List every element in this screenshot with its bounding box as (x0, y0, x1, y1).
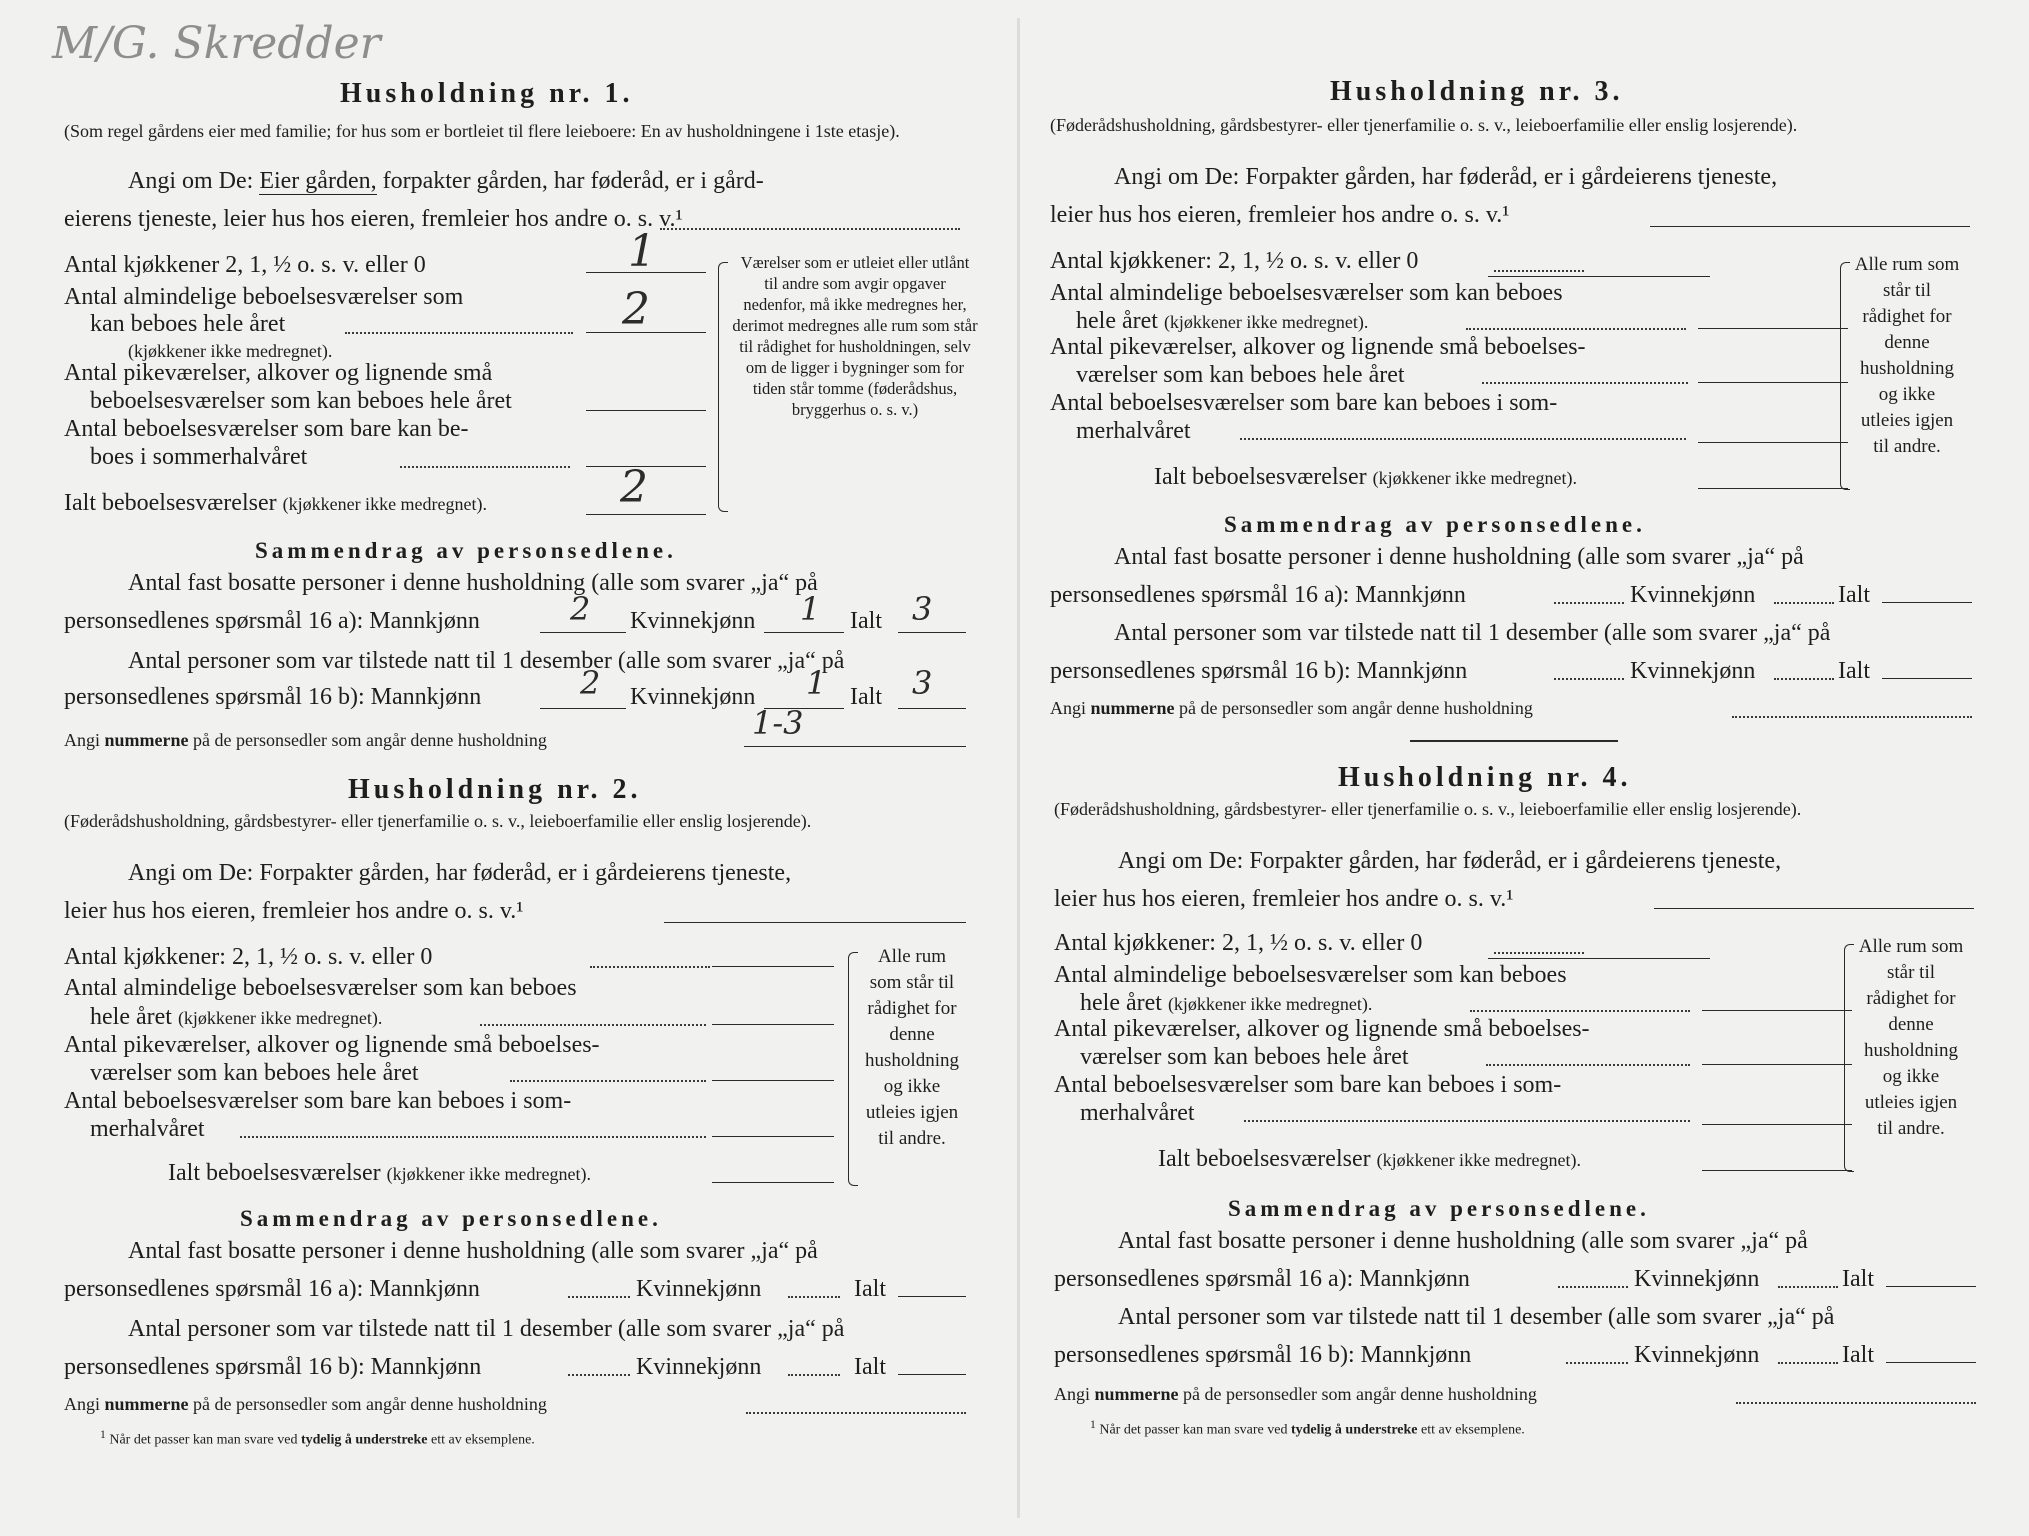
h2-fast-line-a: Antal fast bosatte personer i denne husholdning (alle som svarer „ja“ på (128, 1238, 818, 1264)
left-footnote: $^1$ Når det passer kan man svare ved tydelig å understreke ett av eksemplene. (100, 1428, 535, 1448)
h2-brace (848, 952, 858, 1186)
h4-summary-title: Sammendrag av personsedlene. (1228, 1196, 1650, 1221)
household-3-title: Husholdning nr. 3. (1330, 76, 1624, 107)
h3-summer-label-a: Antal beboelsesværelser som bare kan beboes i som- (1050, 390, 1558, 416)
h1-present-line-b: personsedlenes spørsmål 16 b): Mannkjønn (64, 684, 482, 710)
handwritten-annotation: M/G. Skredder (52, 18, 381, 69)
h3-fast-line-a: Antal fast bosatte personer i denne husholdning (alle som svarer „ja“ på (1114, 544, 1804, 570)
h3-summer-label-b: merhalvåret (1076, 418, 1191, 444)
h4-fast-line-a: Antal fast bosatte personer i denne husholdning (alle som svarer „ja“ på (1118, 1228, 1808, 1254)
h2-rooms-label-b: hele året (kjøkkener ikke medregnet). (90, 1004, 383, 1030)
h1-present-total: 3 (912, 664, 933, 702)
h1-rooms-label-b: kan beboes hele året (90, 311, 286, 337)
h1-small-label-a: Antal pikeværelser, alkover og lignende små (64, 360, 493, 386)
h3-side-note: Alle rum som står til rådighet for denne husholdning og ikke utleies igjen til andre. (1854, 254, 1960, 457)
household-3-intro-line2: leier hus hos eieren, fremleier hos andre o. s. v.¹ (1050, 202, 1510, 228)
h1-brace (718, 262, 728, 512)
h2-summer-label-b: merhalvåret (90, 1116, 205, 1142)
household-2-intro-line2: leier hus hos eieren, fremleier hos andre o. s. v.¹ (64, 898, 524, 924)
h3-rooms-label-a: Antal almindelige beboelsesværelser som kan beboes (1050, 280, 1563, 306)
h1-fast-line-a: Antal fast bosatte personer i denne husholdning (alle som svarer „ja“ på (128, 570, 818, 596)
h4-present-line-a: Antal personer som var tilstede natt til 1 desember (alle som svarer „ja“ på (1118, 1304, 1835, 1330)
household-4-intro-line2: leier hus hos eieren, fremleier hos andre o. s. v.¹ (1054, 886, 1514, 912)
household-1-intro-line2: eierens tjeneste, leier hus hos eieren, fremleier hos andre o. s. v.¹ (64, 206, 683, 232)
h1-total-rooms-label: Ialt beboelsesværelser (kjøkkener ikke medregnet). (64, 490, 488, 516)
h2-side-note: Alle rum som står til rådighet for denne husholdning og ikke utleies igjen til andre. (865, 946, 959, 1149)
h1-rooms-label-a: Antal almindelige beboelsesværelser som (64, 284, 464, 310)
h1-present-female: 1 (806, 664, 827, 702)
h4-rooms-label-b: hele året (kjøkkener ikke medregnet). (1080, 990, 1373, 1016)
household-4-title: Husholdning nr. 4. (1338, 762, 1632, 793)
section-divider (1410, 740, 1618, 742)
h1-fast-male: 2 (570, 590, 591, 628)
h2-numbers-label: Angi nummerne på de personsedler som angår denne husholdning (64, 1394, 547, 1414)
h4-fast-line-b: personsedlenes spørsmål 16 a): Mannkjønn (1054, 1266, 1470, 1292)
h2-rooms-label-a: Antal almindelige beboelsesværelser som kan beboes (64, 975, 577, 1001)
owner-status-underlined: Eier gården, (259, 168, 377, 194)
h3-fast-line-b: personsedlenes spørsmål 16 a): Mannkjønn (1050, 582, 1466, 608)
h1-rooms-label-c: (kjøkkener ikke medregnet). (128, 341, 333, 361)
h3-brace (1840, 262, 1850, 490)
h4-summer-label-b: merhalvåret (1080, 1100, 1195, 1126)
household-3-intro-line1: Angi om De: Forpakter gården, har føderåd, er i gårdeierens tjeneste, (1114, 164, 1778, 190)
h4-summer-label-a: Antal beboelsesværelser som bare kan beboes i som- (1054, 1072, 1562, 1098)
h4-brace (1844, 944, 1854, 1172)
h2-small-label-a: Antal pikeværelser, alkover og lignende små beboelses- (64, 1032, 600, 1058)
right-page: Husholdning nr. 3. (Føderådshusholdning, gårdsbestyrer- eller tjenerfamilie o. s. v., leieboerfamilie eller enslig losjerende). Angi om De: Forpakter gården, har føderåd, er i gårdeierens tjeneste, leier hus hos eieren, fremleier hos andre o. s. v.¹ Antal kjøkkener: 2, 1, ½ o. s. v. eller 0 Antal almindelige beboelsesværelser som kan beboes hele året (kjøkkener ikke medregnet). Antal pikeværelser, alkover og lignende små beboelses- værelser som kan beboes hele året Antal beboelsesværelser som bare kan beboes i som- merhalvåret Ialt beboelsesværelser (kjøkkener ikke medregnet). Alle rum som står til rådighet for denne husholdning og ikke utleies igjen til andre. Sammendrag av personsedlene. Antal fast bosatte personer i denne husholdning (alle som svarer „ja“ på personsedlenes spørsmål 16 a): Mannkjønn Kvinnekjønn Ialt Antal personer som var tilstede natt til 1 desember (alle som svarer „ja“ på personsedlenes spørsmål 16 b): Mannkjønn Kvinnekjønn Ialt Angi nummerne på de personsedler som angår denne husholdning Husholdning nr. 4. (Føderådshusholdning, gårdsbestyrer- eller tjenerfamilie o. s. v., leieboerfamilie eller enslig losjerende). Angi om De: Forpakter gården, har føderåd, er i gårdeierens tjeneste, leier hus hos eieren, fremleier hos andre o. s. v.¹ Antal kjøkkener: 2, 1, ½ o. s. v. eller 0 Antal almindelige beboelsesværelser som kan beboes hele året (kjøkkener ikke medregnet). Antal pikeværelser, alkover og lignende små beboelses- værelser som kan beboes hele året Antal beboelsesværelser som bare kan beboes i som- merhalvåret Ialt beboelsesværelser (kjøkkener ikke medregnet). Alle rum som står til rådighet for denne husholdning og ikke utleies igjen til andre. Sammendrag av personsedlene. Antal fast bosatte personer i denne husholdning (alle som svarer „ja“ på personsedlenes spørsmål 16 a): Mannkjønn Kvinnekjønn Ialt Antal personer som var tilstede natt til 1 desember (alle som svarer „ja“ på personsedlenes spørsmål 16 b): Mannkjønn Kvinnekjønn Ialt Angi nummerne på de personsedler som angår denne husholdning $^1$ Når det passer kan man svare ved tydelig å understreke ett av eksemplene. (1018, 0, 2029, 1536)
h3-kitchens-label: Antal kjøkkener: 2, 1, ½ o. s. v. eller 0 (1050, 248, 1419, 274)
h1-summer-label-b: boes i sommerhalvåret (90, 444, 308, 470)
h1-numbers-label: Angi nummerne på de personsedler som angår denne husholdning (64, 730, 547, 750)
h1-fast-line-b: personsedlenes spørsmål 16 a): Mannkjønn (64, 608, 480, 634)
h3-small-label-a: Antal pikeværelser, alkover og lignende små beboelses- (1050, 334, 1586, 360)
household-2-intro-line1: Angi om De: Forpakter gården, har føderåd, er i gårdeierens tjeneste, (128, 860, 792, 886)
h4-rooms-label-a: Antal almindelige beboelsesværelser som kan beboes (1054, 962, 1567, 988)
household-2-subtitle: (Føderådshusholdning, gårdsbestyrer- eller tjenerfamilie o. s. v., leieboerfamilie eller enslig losjerende). (64, 811, 812, 831)
h4-small-label-b: værelser som kan beboes hele året (1080, 1044, 1409, 1070)
h2-present-line-a: Antal personer som var tilstede natt til 1 desember (alle som svarer „ja“ på (128, 1316, 845, 1342)
h3-small-label-b: værelser som kan beboes hele året (1076, 362, 1405, 388)
h2-small-label-b: værelser som kan beboes hele året (90, 1060, 419, 1086)
household-3-subtitle: (Føderådshusholdning, gårdsbestyrer- eller tjenerfamilie o. s. v., leieboerfamilie eller enslig losjerende). (1050, 115, 1798, 135)
h1-summer-label-a: Antal beboelsesværelser som bare kan be- (64, 416, 469, 442)
household-2-title: Husholdning nr. 2. (348, 774, 642, 805)
h2-kitchens-label: Antal kjøkkener: 2, 1, ½ o. s. v. eller 0 (64, 944, 433, 970)
h1-numbers-value: 1-3 (752, 704, 804, 742)
h2-fast-line-b: personsedlenes spørsmål 16 a): Mannkjønn (64, 1276, 480, 1302)
h4-total-rooms-label: Ialt beboelsesværelser (kjøkkener ikke medregnet). (1158, 1146, 1582, 1172)
household-1-title: Husholdning nr. 1. (340, 78, 634, 109)
h1-side-note: Værelser som er utleiet eller utlånt til andre som avgir opgaver nedenfor, må ikke medregnes her, derimot medregnes alle rum som står til rådighet for husholdningen, selv om de ligger i bygninger som for tiden står tomme (føderådshus, bryggerhus o. s. v.) (732, 253, 978, 419)
h4-kitchens-label: Antal kjøkkener: 2, 1, ½ o. s. v. eller 0 (1054, 930, 1423, 956)
h1-present-line-a: Antal personer som var tilstede natt til 1 desember (alle som svarer „ja“ på (128, 648, 845, 674)
h3-summary-title: Sammendrag av personsedlene. (1224, 512, 1646, 537)
h2-summer-label-a: Antal beboelsesværelser som bare kan beboes i som- (64, 1088, 572, 1114)
household-1-subtitle: (Som regel gårdens eier med familie; for hus som er bortleiet til flere leieboere: En av husholdningene i 1ste etasje). (64, 121, 900, 141)
household-4-subtitle: (Føderådshusholdning, gårdsbestyrer- eller tjenerfamilie o. s. v., leieboerfamilie eller enslig losjerende). (1054, 799, 1802, 819)
household-1-intro-line1: Angi om De: Eier gården, forpakter gården, har føderåd, er i gård- (128, 168, 764, 194)
left-page: M/G. Skredder Husholdning nr. 1. (Som regel gårdens eier med familie; for hus som er bortleiet til flere leieboere: En av husholdningene i 1ste etasje). Angi om De: Eier gården, forpakter gården, har føderåd, er i gård- eierens tjeneste, leier hus hos eieren, fremleier hos andre o. s. v.¹ Antal kjøkkener 2, 1, ½ o. s. v. eller 0 1 Antal almindelige beboelsesværelser som kan beboes hele året 2 (kjøkkener ikke medregnet). Antal pikeværelser, alkover og lignende små beboelsesværelser som kan beboes hele året Antal beboelsesværelser som bare kan be- boes i sommerhalvåret Ialt beboelsesværelser (kjøkkener ikke medregnet). 2 Værelser som er utleiet eller utlånt til andre som avgir opgaver nedenfor, må ikke medregnes her, derimot medregnes alle rum som står til rådighet for husholdningen, selv om de ligger i bygninger som for tiden står tomme (føderådshus, bryggerhus o. s. v.) Sammendrag av personsedlene. Antal fast bosatte personer i denne husholdning (alle som svarer „ja“ på personsedlenes spørsmål 16 a): Mannkjønn 2 Kvinnekjønn 1 Ialt 3 Antal personer som var tilstede natt til 1 desember (alle som svarer „ja“ på personsedlenes spørsmål 16 b): Mannkjønn 2 Kvinnekjønn 1 Ialt 3 Angi nummerne på de personsedler som angår denne husholdning 1-3 Husholdning nr. 2. (Føderådshusholdning, gårdsbestyrer- eller tjenerfamilie o. s. v., leieboerfamilie eller enslig losjerende). Angi om De: Forpakter gården, har føderåd, er i gårdeierens tjeneste, leier hus hos eieren, fremleier hos andre o. s. v.¹ Antal kjøkkener: 2, 1, ½ o. s. v. eller 0 Antal almindelige beboelsesværelser som kan beboes hele året (kjøkkener ikke medregnet). Antal pikeværelser, alkover og lignende små beboelses- værelser som kan beboes hele året Antal beboelsesværelser som bare kan beboes i som- merhalvåret Ialt beboelsesværelser (kjøkkener ikke medregnet). Alle rum som står til rådighet for denne husholdning og ikke utleies igjen til andre. Sammendrag av personsedlene. Antal fast bosatte personer i denne husholdning (alle som svarer „ja“ på personsedlenes spørsmål 16 a): Mannkjønn Kvinnekjønn Ialt Antal personer som var tilstede natt til 1 desember (alle som svarer „ja“ på personsedlenes spørsmål 16 b): Mannkjønn Kvinnekjønn Ialt Angi nummerne på de personsedler som angår denne husholdning $^1$ Når det passer kan man svare ved tydelig å understreke ett av eksemplene. (52, 18, 978, 1448)
h4-side-note: Alle rum som står til rådighet for denne husholdning og ikke utleies igjen til andre. (1858, 936, 1964, 1139)
h1-total-rooms-value: 2 (620, 462, 648, 513)
right-footnote: $^1$ Når det passer kan man svare ved tydelig å understreke ett av eksemplene. (1090, 1418, 1525, 1438)
h1-present-male: 2 (580, 664, 601, 702)
h3-numbers-label: Angi nummerne på de personsedler som angår denne husholdning (1050, 698, 1533, 718)
h1-fast-total: 3 (912, 590, 933, 628)
h1-summary-title: Sammendrag av personsedlene. (255, 538, 677, 563)
h2-present-line-b: personsedlenes spørsmål 16 b): Mannkjønn (64, 1354, 482, 1380)
h3-total-rooms-label: Ialt beboelsesværelser (kjøkkener ikke medregnet). (1154, 464, 1578, 490)
household-4-intro-line1: Angi om De: Forpakter gården, har føderåd, er i gårdeierens tjeneste, (1118, 848, 1782, 874)
h1-kitchens-value: 1 (628, 226, 656, 277)
h1-small-label-b: beboelsesværelser som kan beboes hele året (90, 388, 512, 414)
h4-numbers-label: Angi nummerne på de personsedler som angår denne husholdning (1054, 1384, 1537, 1404)
h1-fast-female: 1 (800, 590, 821, 628)
h3-present-line-a: Antal personer som var tilstede natt til 1 desember (alle som svarer „ja“ på (1114, 620, 1831, 646)
h2-total-rooms-label: Ialt beboelsesværelser (kjøkkener ikke medregnet). (168, 1160, 592, 1186)
h1-kitchens-label: Antal kjøkkener 2, 1, ½ o. s. v. eller 0 (64, 252, 426, 278)
h4-present-line-b: personsedlenes spørsmål 16 b): Mannkjønn (1054, 1342, 1472, 1368)
h2-summary-title: Sammendrag av personsedlene. (240, 1206, 662, 1231)
h1-rooms-value: 2 (622, 284, 650, 335)
h4-small-label-a: Antal pikeværelser, alkover og lignende små beboelses- (1054, 1016, 1590, 1042)
h3-rooms-label-b: hele året (kjøkkener ikke medregnet). (1076, 308, 1369, 334)
h3-present-line-b: personsedlenes spørsmål 16 b): Mannkjønn (1050, 658, 1468, 684)
